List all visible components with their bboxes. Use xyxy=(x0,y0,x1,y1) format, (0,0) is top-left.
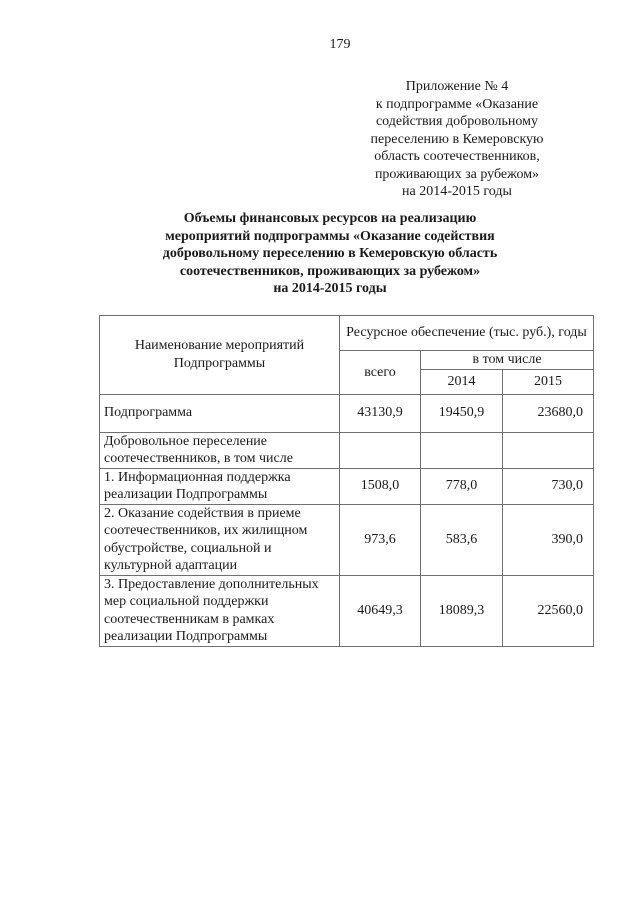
table-row xyxy=(100,394,594,432)
appendix-line: Приложение № 4 xyxy=(405,79,509,94)
header-year-2014: 2014 xyxy=(421,369,503,394)
appendix-line: переселению в Кемеровскую xyxy=(370,131,544,147)
row-total: 40649,3 xyxy=(340,575,421,646)
row-total: 1508,0 xyxy=(340,468,421,504)
header-resources: Ресурсное обеспечение (тыс. руб.), годы xyxy=(340,316,594,351)
row-total: 43130,9 xyxy=(340,394,421,432)
row-total xyxy=(340,432,421,468)
appendix-line: область соотечественников, xyxy=(374,149,540,164)
row-2015 xyxy=(503,432,594,468)
row-name: 1. Информационная поддержка реализации Подпрограммы xyxy=(100,468,340,504)
title-line: на 2014-2015 годы xyxy=(273,281,387,296)
header-total: всего xyxy=(340,351,421,395)
row-2015: 23680,0 xyxy=(503,394,594,432)
page-number: 179 xyxy=(329,37,351,52)
row-2014: 778,0 xyxy=(421,468,503,504)
row-name: 3. Предоставление дополнительных мер социальной поддержки соотечественникам в рамках реализации Подпрограммы xyxy=(100,575,340,646)
table-row xyxy=(100,468,594,504)
header-including: в том числе xyxy=(421,351,594,370)
row-total: 973,6 xyxy=(340,504,421,575)
row-2015: 22560,0 xyxy=(503,575,594,646)
header-year-2015: 2015 xyxy=(503,369,594,394)
row-2014: 583,6 xyxy=(421,504,503,575)
row-name: 2. Оказание содействия в приеме соотечественников, их жилищном обустройстве, социальной и культурной адаптации xyxy=(100,504,340,575)
title-line: Объемы финансовых ресурсов на реализацию xyxy=(183,211,477,226)
appendix-line: на 2014-2015 годы xyxy=(402,184,512,199)
row-2015: 390,0 xyxy=(503,504,594,575)
title-line: мероприятий подпрограммы «Оказание содействия xyxy=(165,228,495,244)
table-row xyxy=(100,575,594,646)
title-line: добровольному переселению в Кемеровскую область xyxy=(162,246,498,261)
row-name: Подпрограмма xyxy=(100,394,340,432)
appendix-line: проживающих за рубежом» xyxy=(374,166,540,182)
header-activity-name: Наименование мероприятий Подпрограммы xyxy=(100,316,340,395)
appendix-line: содействия добровольному xyxy=(375,114,539,129)
document-title xyxy=(120,210,540,298)
row-2014 xyxy=(421,432,503,468)
row-2014: 18089,3 xyxy=(421,575,503,646)
row-2015: 730,0 xyxy=(503,468,594,504)
title-line: соотечественников, проживающих за рубежом» xyxy=(179,263,481,279)
table-row xyxy=(100,432,594,468)
appendix-line: к подпрограмме «Оказание xyxy=(375,96,539,112)
appendix-note xyxy=(352,78,562,201)
row-2014: 19450,9 xyxy=(421,394,503,432)
financing-table xyxy=(99,315,594,647)
row-name: Добровольное переселение соотечественников, в том числе xyxy=(100,432,340,468)
table-row xyxy=(100,504,594,575)
